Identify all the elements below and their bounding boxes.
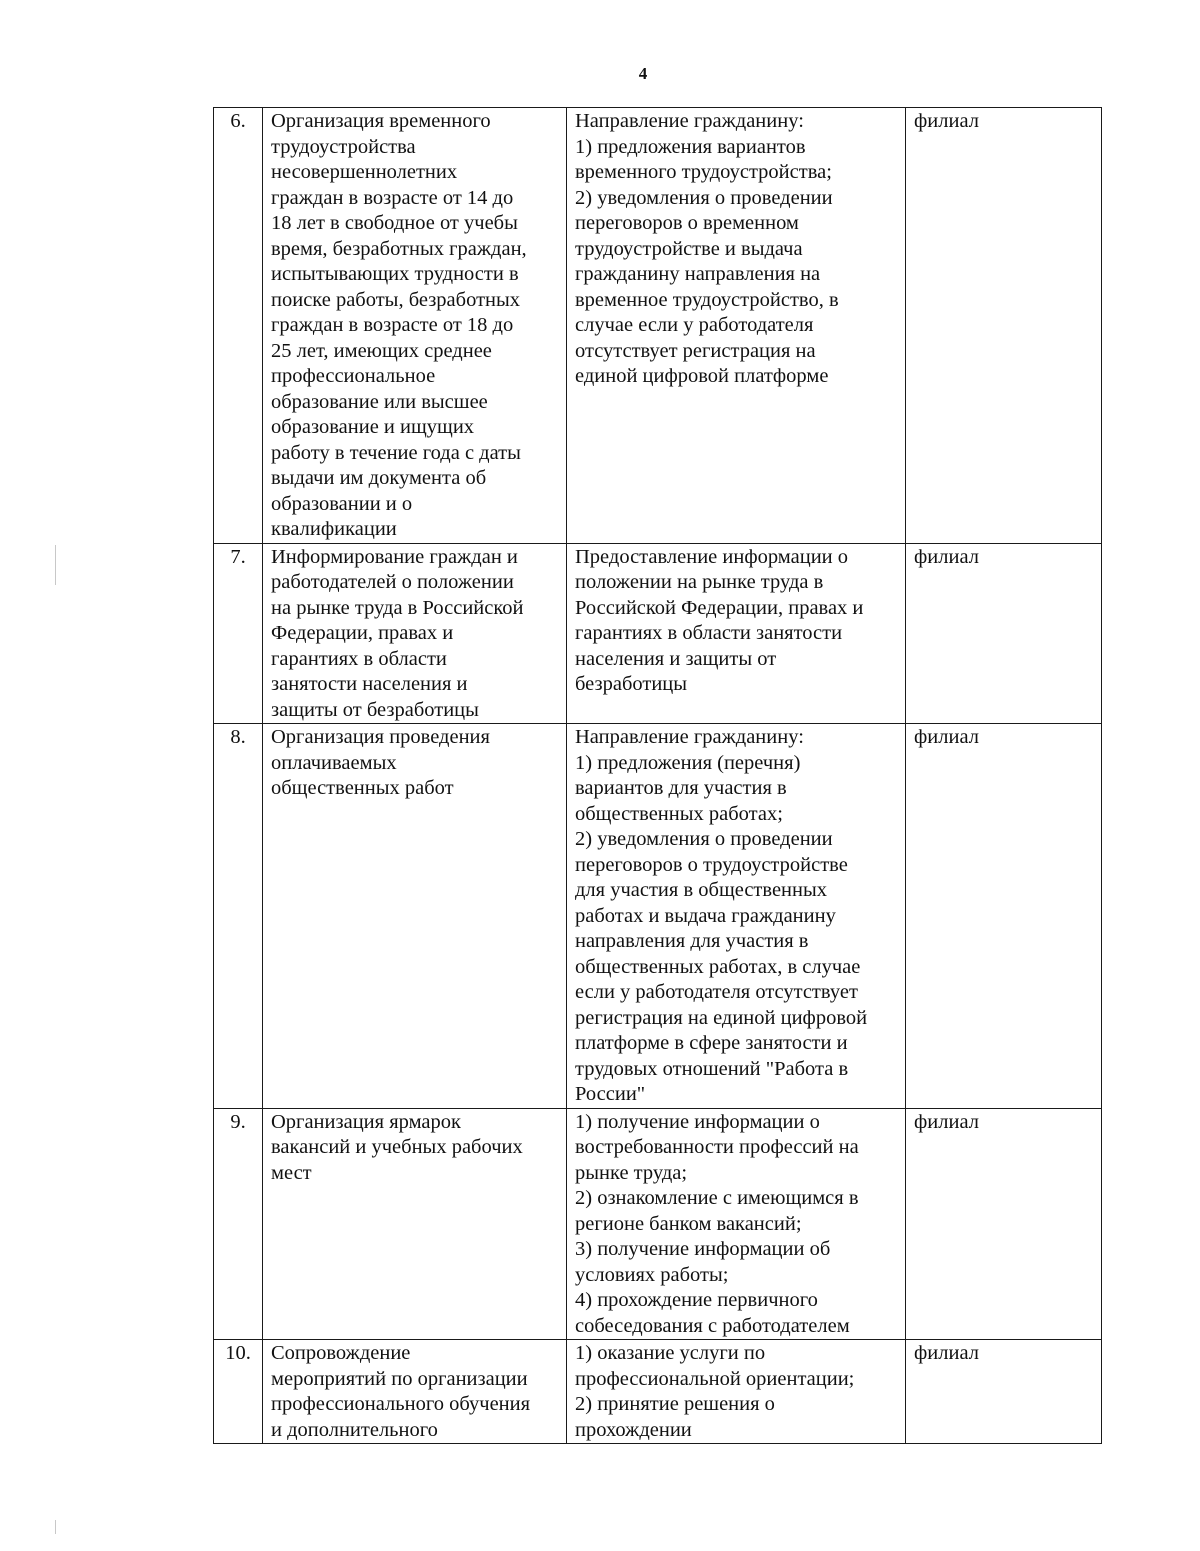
service-name-line: образовании и о bbox=[271, 492, 413, 515]
service-result-line: отсутствует регистрация на bbox=[575, 339, 816, 362]
executor-cell: филиал bbox=[906, 543, 1102, 724]
row-number: 10. bbox=[214, 1340, 263, 1444]
service-name-line: вакансий и учебных рабочих bbox=[271, 1136, 523, 1158]
service-result-line: для участия в общественных bbox=[575, 879, 828, 901]
service-result-line: Направление гражданину: bbox=[575, 110, 804, 132]
service-name-line: испытывающих трудности в bbox=[271, 263, 519, 285]
service-result-line: 2) принятие решения о bbox=[575, 1393, 775, 1415]
service-result-cell bbox=[567, 1108, 906, 1340]
service-result-line: переговоров о временном bbox=[575, 212, 799, 234]
service-name-line: выдачи им документа об bbox=[271, 467, 487, 489]
executor-cell: филиал bbox=[906, 108, 1102, 544]
scan-artifact bbox=[55, 1520, 56, 1534]
service-name-cell bbox=[263, 1340, 567, 1444]
table-row bbox=[214, 1108, 1102, 1340]
service-result-line: работах и выдача гражданину bbox=[575, 904, 836, 927]
service-name-line: 18 лет в свободное от учебы bbox=[271, 212, 518, 234]
service-name-line: трудоустройства bbox=[271, 135, 416, 158]
service-name-cell bbox=[263, 543, 567, 724]
service-name-line: занятости населения и bbox=[271, 673, 468, 695]
service-name-line: граждан в возрасте от 14 до bbox=[271, 186, 514, 209]
table-row bbox=[214, 543, 1102, 724]
service-name-line: на рынке труда в Российской bbox=[271, 596, 524, 619]
service-name-line: профессиональное bbox=[271, 365, 436, 387]
service-name-line: Федерации, правах и bbox=[271, 622, 454, 644]
service-result-line: 2) уведомления о проведении bbox=[575, 828, 833, 850]
row-number: 9. bbox=[214, 1108, 263, 1340]
service-name-line: Информирование граждан и bbox=[271, 545, 518, 568]
service-result-line: 1) предложения вариантов bbox=[575, 135, 806, 158]
service-name-line: защиты от безработицы bbox=[271, 698, 479, 721]
service-name-line: несовершеннолетних bbox=[271, 161, 458, 183]
service-result-line: гражданину направления на bbox=[575, 263, 821, 285]
service-name-line: гарантиях в области bbox=[271, 647, 447, 670]
service-result-line: переговоров о трудоустройстве bbox=[575, 853, 848, 876]
service-result-line: трудоустройстве и выдача bbox=[575, 237, 803, 260]
table-row bbox=[214, 724, 1102, 1109]
service-result-line: 3) получение информации об bbox=[575, 1238, 831, 1260]
scan-artifact bbox=[55, 545, 56, 585]
service-result-line: Предоставление информации о bbox=[575, 545, 849, 568]
executor-cell: филиал bbox=[906, 1340, 1102, 1444]
service-result-line: регионе банком вакансий; bbox=[575, 1212, 802, 1235]
service-result-line: прохождении bbox=[575, 1418, 692, 1441]
service-result-line: 1) получение информации о bbox=[575, 1110, 820, 1133]
service-result-line: населения и защиты от bbox=[575, 647, 777, 670]
service-name-line: мест bbox=[271, 1161, 312, 1184]
table-row bbox=[214, 108, 1102, 544]
executor-cell: филиал bbox=[906, 724, 1102, 1109]
service-result-line: вариантов для участия в bbox=[575, 777, 787, 799]
service-name-line: образование или высшее bbox=[271, 390, 488, 413]
table-body bbox=[214, 108, 1102, 1444]
service-name-line: профессионального обучения bbox=[271, 1393, 531, 1415]
service-name-line: граждан в возрасте от 18 до bbox=[271, 314, 514, 336]
service-result-line: если у работодателя отсутствует bbox=[575, 981, 858, 1003]
service-result-line: временное трудоустройство, в bbox=[575, 288, 839, 311]
service-result-cell bbox=[567, 543, 906, 724]
service-result-line: условиях работы; bbox=[575, 1263, 729, 1286]
service-name-line: поиске работы, безработных bbox=[271, 288, 521, 311]
table-row bbox=[214, 1340, 1102, 1444]
service-result-line: регистрация на единой цифровой bbox=[575, 1006, 868, 1029]
service-result-cell bbox=[567, 724, 906, 1109]
service-result-line: 1) оказание услуги по bbox=[575, 1342, 766, 1364]
row-number: 7. bbox=[214, 543, 263, 724]
service-result-line: трудовых отношений "Работа в bbox=[575, 1057, 849, 1080]
service-result-line: 2) уведомления о проведении bbox=[575, 186, 833, 209]
service-name-line: Сопровождение bbox=[271, 1342, 411, 1364]
service-result-line: востребованности профессий на bbox=[575, 1136, 859, 1158]
service-name-line: квалификации bbox=[271, 518, 397, 540]
service-result-line: 2) ознакомление с имеющимся в bbox=[575, 1187, 859, 1209]
service-name-cell bbox=[263, 108, 567, 544]
service-result-cell bbox=[567, 1340, 906, 1444]
service-name-cell bbox=[263, 724, 567, 1109]
services-table bbox=[213, 107, 1102, 1444]
service-name-line: общественных работ bbox=[271, 777, 454, 799]
service-result-line: 4) прохождение первичного bbox=[575, 1289, 818, 1311]
service-result-line: направления для участия в bbox=[575, 930, 809, 952]
service-result-line: 1) предложения (перечня) bbox=[575, 751, 801, 774]
service-result-line: Российской Федерации, правах и bbox=[575, 596, 864, 619]
service-result-line: собеседования с работодателем bbox=[575, 1314, 850, 1337]
service-name-line: Организация ярмарок bbox=[271, 1110, 461, 1133]
service-result-line: случае если у работодателя bbox=[575, 314, 814, 336]
service-result-line: платформе в сфере занятости и bbox=[575, 1032, 848, 1054]
service-result-line: Направление гражданину: bbox=[575, 726, 804, 748]
executor-cell: филиал bbox=[906, 1108, 1102, 1340]
service-result-line: России" bbox=[575, 1083, 646, 1105]
service-name-line: 25 лет, имеющих среднее bbox=[271, 339, 492, 362]
service-result-line: гарантиях в области занятости bbox=[575, 622, 843, 644]
service-name-line: Организация временного bbox=[271, 110, 491, 132]
service-result-line: временного трудоустройства; bbox=[575, 161, 832, 183]
service-result-line: общественных работах; bbox=[575, 802, 783, 825]
row-number: 6. bbox=[214, 108, 263, 544]
service-result-line: профессиональной ориентации; bbox=[575, 1367, 855, 1390]
service-name-line: мероприятий по организации bbox=[271, 1367, 528, 1390]
service-name-cell bbox=[263, 1108, 567, 1340]
service-result-line: положении на рынке труда в bbox=[575, 571, 824, 593]
service-result-line: единой цифровой платформе bbox=[575, 365, 829, 387]
service-name-line: образование и ищущих bbox=[271, 416, 475, 438]
row-number: 8. bbox=[214, 724, 263, 1109]
service-name-line: оплачиваемых bbox=[271, 751, 397, 774]
service-result-cell bbox=[567, 108, 906, 544]
service-name-line: и дополнительного bbox=[271, 1418, 438, 1441]
service-name-line: работу в течение года с даты bbox=[271, 441, 521, 464]
page-number: 4 bbox=[638, 64, 648, 83]
service-name-line: время, безработных граждан, bbox=[271, 237, 527, 260]
service-result-line: безработицы bbox=[575, 673, 688, 695]
service-result-line: рынке труда; bbox=[575, 1161, 688, 1184]
service-name-line: работодателей о положении bbox=[271, 571, 514, 593]
service-name-line: Организация проведения bbox=[271, 726, 490, 748]
service-result-line: общественных работах, в случае bbox=[575, 955, 861, 978]
